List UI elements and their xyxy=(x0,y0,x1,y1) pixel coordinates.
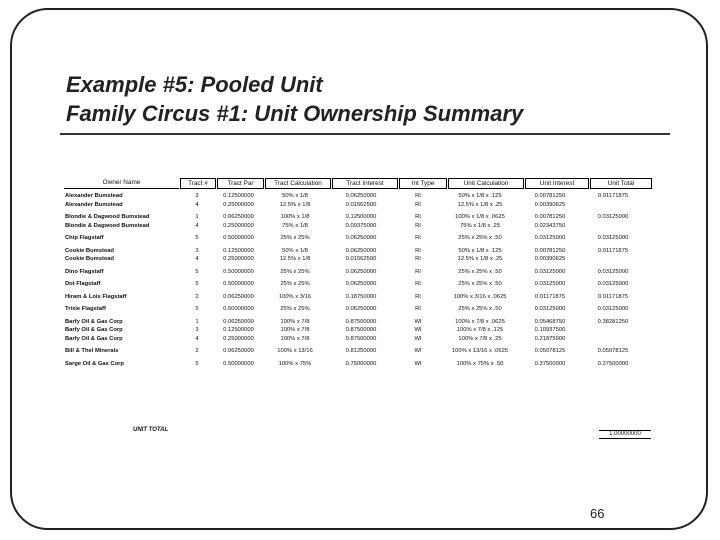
cell-tract-interest: 0.87500000 xyxy=(345,335,377,342)
cell-tract-interest: 0.06250000 xyxy=(345,306,377,312)
table-row xyxy=(64,360,660,369)
cell-tract-interest: 0.12500000 xyxy=(345,214,377,220)
cell-interest-type: RI xyxy=(415,214,421,220)
cell-unit-calculation: 75% x 1/8 x .25 xyxy=(460,222,500,229)
cell-tract-interest: 0.06250000 xyxy=(345,193,377,199)
cell-owner-name: Blondie & Dagwood Bumstead xyxy=(65,214,150,220)
header-tract-calculation: Tract Calculation xyxy=(265,178,331,189)
cell-tract-number: 3 xyxy=(195,247,199,254)
owner-group xyxy=(64,305,660,314)
cell-unit-interest: 0.00781250 xyxy=(534,247,566,254)
owner-group xyxy=(64,192,660,209)
table-header-row xyxy=(64,178,660,189)
cell-unit-total: 0.01171875 xyxy=(597,247,629,254)
table-body xyxy=(64,192,660,368)
cell-unit-interest: 0.00390625 xyxy=(534,201,566,208)
owner-group xyxy=(64,280,660,289)
cell-interest-type: RI xyxy=(415,247,421,254)
cell-tract-calculation: 25% x 25% xyxy=(280,281,310,287)
cell-tract-calculation: 50% x 1/8 xyxy=(282,193,308,199)
cell-tract-part: 0.12500000 xyxy=(223,327,254,333)
cell-tract-interest: 0.75000000 xyxy=(345,360,377,367)
owner-group xyxy=(64,318,660,344)
unit-ownership-table xyxy=(64,178,660,368)
cell-interest-type: RI xyxy=(415,193,421,199)
cell-tract-number: 3 xyxy=(195,193,199,199)
title-divider xyxy=(60,133,670,135)
cell-unit-calculation: 50% x 1/8 x .125 xyxy=(458,193,502,199)
cell-interest-type: RI xyxy=(415,268,421,275)
cell-interest-type: RI xyxy=(415,222,421,229)
cell-tract-interest: 0.18750000 xyxy=(345,293,377,300)
cell-unit-interest: 0.05078125 xyxy=(534,348,566,354)
cell-tract-part: 0.25000000 xyxy=(223,256,254,262)
cell-tract-calculation: 100% x 1/8 xyxy=(280,214,310,220)
cell-tract-calculation: 12.5% x 1/8 xyxy=(279,256,311,262)
owner-group xyxy=(64,347,660,356)
cell-interest-type: RI xyxy=(415,256,421,262)
cell-unit-calculation: 100% x 7/8 x .25 xyxy=(458,335,502,342)
cell-unit-calculation: 100% x 3/16 x .0625 xyxy=(453,293,507,300)
owner-group xyxy=(64,234,660,243)
cell-owner-name: Dot Flagstaff xyxy=(65,281,101,287)
table-row xyxy=(64,268,660,277)
cell-tract-calculation: 75% x 1/8 xyxy=(282,222,308,229)
cell-tract-part: 0.50000000 xyxy=(223,235,254,241)
cell-tract-number: 4 xyxy=(195,222,199,229)
cell-owner-name: Hiram & Lois Flagstaff xyxy=(65,293,127,300)
cell-unit-interest: 0.03125000 xyxy=(534,268,566,275)
cell-tract-part: 0.50000000 xyxy=(223,306,254,312)
cell-unit-interest: 0.03125000 xyxy=(534,281,566,287)
table-row xyxy=(64,326,660,335)
cell-owner-name: Dino Flagstaff xyxy=(65,268,104,275)
cell-interest-type: RI xyxy=(415,235,421,241)
cell-unit-calculation: 12.5% x 1/8 x .25 xyxy=(457,201,503,208)
header-interest-type: Int Type xyxy=(399,178,447,189)
page-number: 66 xyxy=(590,506,605,521)
cell-interest-type: WI xyxy=(414,335,422,342)
cell-owner-name: Chip Flagstaff xyxy=(65,235,104,241)
cell-unit-interest: 0.00390625 xyxy=(534,256,566,262)
cell-tract-calculation: 12.5% x 1/8 xyxy=(279,201,311,208)
cell-unit-calculation: 25% x 25% x .50 xyxy=(458,306,502,312)
cell-tract-interest: 0.01562500 xyxy=(345,201,377,208)
cell-owner-name: Cookie Bumstead xyxy=(65,247,114,254)
header-tract-number: Tract # xyxy=(180,178,216,189)
cell-tract-number: 4 xyxy=(195,201,199,208)
cell-unit-interest: 0.02343750 xyxy=(534,222,566,229)
cell-unit-calculation: 12.5% x 1/8 x .25 xyxy=(457,256,503,262)
header-owner-name: Owner Name xyxy=(64,178,179,189)
slide-title xyxy=(66,70,666,128)
cell-tract-interest: 0.06250000 xyxy=(345,235,377,241)
cell-owner-name: Barfy Oil & Gas Corp xyxy=(65,327,123,333)
cell-unit-total: 0.03125000 xyxy=(597,268,629,275)
cell-owner-name: Bill & Thel Minerals xyxy=(65,348,119,354)
cell-tract-part: 0.06250000 xyxy=(223,214,254,220)
cell-tract-number: 4 xyxy=(195,256,199,262)
cell-tract-part: 0.12500000 xyxy=(223,247,254,254)
cell-unit-calculation: 100% x 75% x .50 xyxy=(456,360,504,367)
cell-unit-interest: 0.00781250 xyxy=(534,193,566,199)
cell-interest-type: WI xyxy=(414,360,422,367)
cell-interest-type: WI xyxy=(414,318,422,325)
cell-tract-interest: 0.01562500 xyxy=(345,256,377,262)
cell-tract-calculation: 100% x 13/16 xyxy=(277,348,313,354)
title-line-1: Example #5: Pooled Unit xyxy=(66,72,323,97)
cell-owner-name: Cookie Bumstead xyxy=(65,256,114,262)
cell-owner-name: Blondie & Dagwood Bumstead xyxy=(65,222,150,229)
cell-tract-part: 0.25000000 xyxy=(223,222,254,229)
owner-group xyxy=(64,268,660,277)
cell-unit-total: 0.01171875 xyxy=(597,293,629,300)
cell-tract-interest: 0.87500000 xyxy=(345,327,377,333)
table-row xyxy=(64,222,660,231)
cell-tract-calculation: 25% x 25% xyxy=(280,235,310,241)
owner-group xyxy=(64,293,660,302)
title-line-2: Family Circus #1: Unit Ownership Summary xyxy=(66,101,524,126)
table-row xyxy=(64,201,660,210)
cell-owner-name: Barfy Oil & Gas Corp xyxy=(65,335,123,342)
cell-unit-interest: 0.03125000 xyxy=(534,235,566,241)
cell-unit-total: 0.03125000 xyxy=(597,235,629,241)
cell-tract-number: 5 xyxy=(195,360,199,367)
unit-total-label: UNIT TOTAL xyxy=(133,427,169,433)
cell-owner-name: Alexander Bumstead xyxy=(65,201,123,208)
cell-tract-calculation: 100% x 75% xyxy=(278,360,312,367)
cell-owner-name: Barfy Oil & Gas Corp xyxy=(65,318,123,325)
cell-unit-interest: 0.10937500 xyxy=(534,327,566,333)
cell-tract-interest: 0.81250000 xyxy=(345,348,377,354)
header-tract-part: Tract Par xyxy=(217,178,264,189)
cell-tract-calculation: 100% x 3/16 xyxy=(278,293,312,300)
cell-unit-calculation: 100% x 7/8 x .125 xyxy=(456,327,504,333)
cell-tract-interest: 0.06250000 xyxy=(345,268,377,275)
cell-unit-total: 0.03125000 xyxy=(597,281,629,287)
table-row xyxy=(64,305,660,314)
table-row xyxy=(64,213,660,222)
table-row xyxy=(64,280,660,289)
header-unit-interest: Unit Interest xyxy=(525,178,589,189)
table-row xyxy=(64,255,660,264)
cell-unit-calculation: 25% x 25% x .50 xyxy=(458,235,502,241)
cell-tract-calculation: 100% x 7/8 xyxy=(280,327,310,333)
cell-tract-part: 0.06250000 xyxy=(223,348,254,354)
cell-tract-number: 5 xyxy=(195,306,199,312)
cell-unit-interest: 0.37500000 xyxy=(534,360,566,367)
cell-tract-part: 0.50000000 xyxy=(223,360,254,367)
cell-tract-part: 0.50000000 xyxy=(223,281,254,287)
table-row xyxy=(64,293,660,302)
table-row xyxy=(64,335,660,344)
cell-interest-type: RI xyxy=(415,201,421,208)
header-unit-calculation: Unit Calculation xyxy=(448,178,524,189)
cell-owner-name: Alexander Bumstead xyxy=(65,193,123,199)
cell-unit-interest: 0.03125000 xyxy=(534,306,566,312)
cell-tract-number: 3 xyxy=(195,327,199,333)
table-row xyxy=(64,247,660,256)
cell-tract-calculation: 25% x 25% xyxy=(280,268,310,275)
table-row xyxy=(64,318,660,327)
cell-tract-interest: 0.09375000 xyxy=(345,222,377,229)
cell-tract-calculation: 25% x 25% xyxy=(280,306,310,312)
cell-tract-calculation: 100% x 7/8 xyxy=(280,335,310,342)
cell-tract-part: 0.25000000 xyxy=(223,335,254,342)
cell-unit-interest: 0.01171875 xyxy=(534,293,566,300)
cell-unit-interest: 0.05468750 xyxy=(534,318,566,325)
cell-tract-number: 4 xyxy=(195,335,199,342)
table-row xyxy=(64,347,660,356)
cell-interest-type: WI xyxy=(414,327,422,333)
cell-tract-number: 5 xyxy=(195,235,199,241)
cell-owner-name: Trixie Flagstaff xyxy=(65,306,106,312)
cell-tract-number: 5 xyxy=(195,268,199,275)
cell-owner-name: Sarge Oil & Gas Corp xyxy=(65,360,124,367)
cell-unit-total: 0.03125000 xyxy=(597,214,629,220)
cell-interest-type: RI xyxy=(415,293,421,300)
cell-tract-part: 0.12500000 xyxy=(223,193,254,199)
cell-unit-total: 0.05078125 xyxy=(597,348,629,354)
cell-unit-total: 0.03125000 xyxy=(597,306,629,312)
table-row xyxy=(64,234,660,243)
cell-tract-number: 2 xyxy=(195,293,199,300)
cell-tract-part: 0.06250000 xyxy=(223,293,254,300)
header-unit-total: Unit Total xyxy=(590,178,652,189)
cell-unit-total: 0.37500000 xyxy=(597,360,629,367)
cell-unit-interest: 0.21875000 xyxy=(534,335,566,342)
cell-tract-part: 0.25000000 xyxy=(223,201,254,208)
cell-tract-number: 1 xyxy=(195,214,199,220)
unit-total-value: 1.00000000 xyxy=(599,430,651,439)
table-row xyxy=(64,192,660,201)
cell-tract-number: 2 xyxy=(195,348,199,354)
owner-group xyxy=(64,360,660,369)
cell-unit-calculation: 50% x 1/8 x .125 xyxy=(458,247,502,254)
cell-tract-number: 5 xyxy=(195,281,199,287)
cell-unit-total: 0.38281250 xyxy=(597,318,629,325)
cell-tract-interest: 0.06250000 xyxy=(345,281,377,287)
cell-unit-total: 0.01171875 xyxy=(597,193,629,199)
cell-unit-interest: 0.00781250 xyxy=(534,214,566,220)
cell-tract-calculation: 100% x 7/8 xyxy=(280,318,310,325)
cell-unit-calculation: 100% x 7/8 x .0625 xyxy=(455,318,505,325)
cell-unit-calculation: 100% x 13/16 x .0625 xyxy=(451,348,509,354)
cell-interest-type: WI xyxy=(414,348,422,354)
cell-tract-part: 0.50000000 xyxy=(223,268,254,275)
cell-tract-interest: 0.87500000 xyxy=(345,318,377,325)
cell-interest-type: RI xyxy=(415,281,421,287)
cell-tract-interest: 0.06250000 xyxy=(345,247,377,254)
owner-group xyxy=(64,213,660,230)
cell-tract-number: 1 xyxy=(195,318,199,325)
owner-group xyxy=(64,247,660,264)
cell-tract-calculation: 50% x 1/8 xyxy=(282,247,308,254)
cell-unit-calculation: 25% x 25% x .50 xyxy=(458,268,502,275)
cell-interest-type: RI xyxy=(415,306,421,312)
cell-unit-calculation: 25% x 25% x .50 xyxy=(458,281,502,287)
cell-tract-part: 0.06250000 xyxy=(223,318,254,325)
header-tract-interest: Tract Interest xyxy=(332,178,398,189)
cell-unit-calculation: 100% x 1/8 x .0625 xyxy=(455,214,505,220)
